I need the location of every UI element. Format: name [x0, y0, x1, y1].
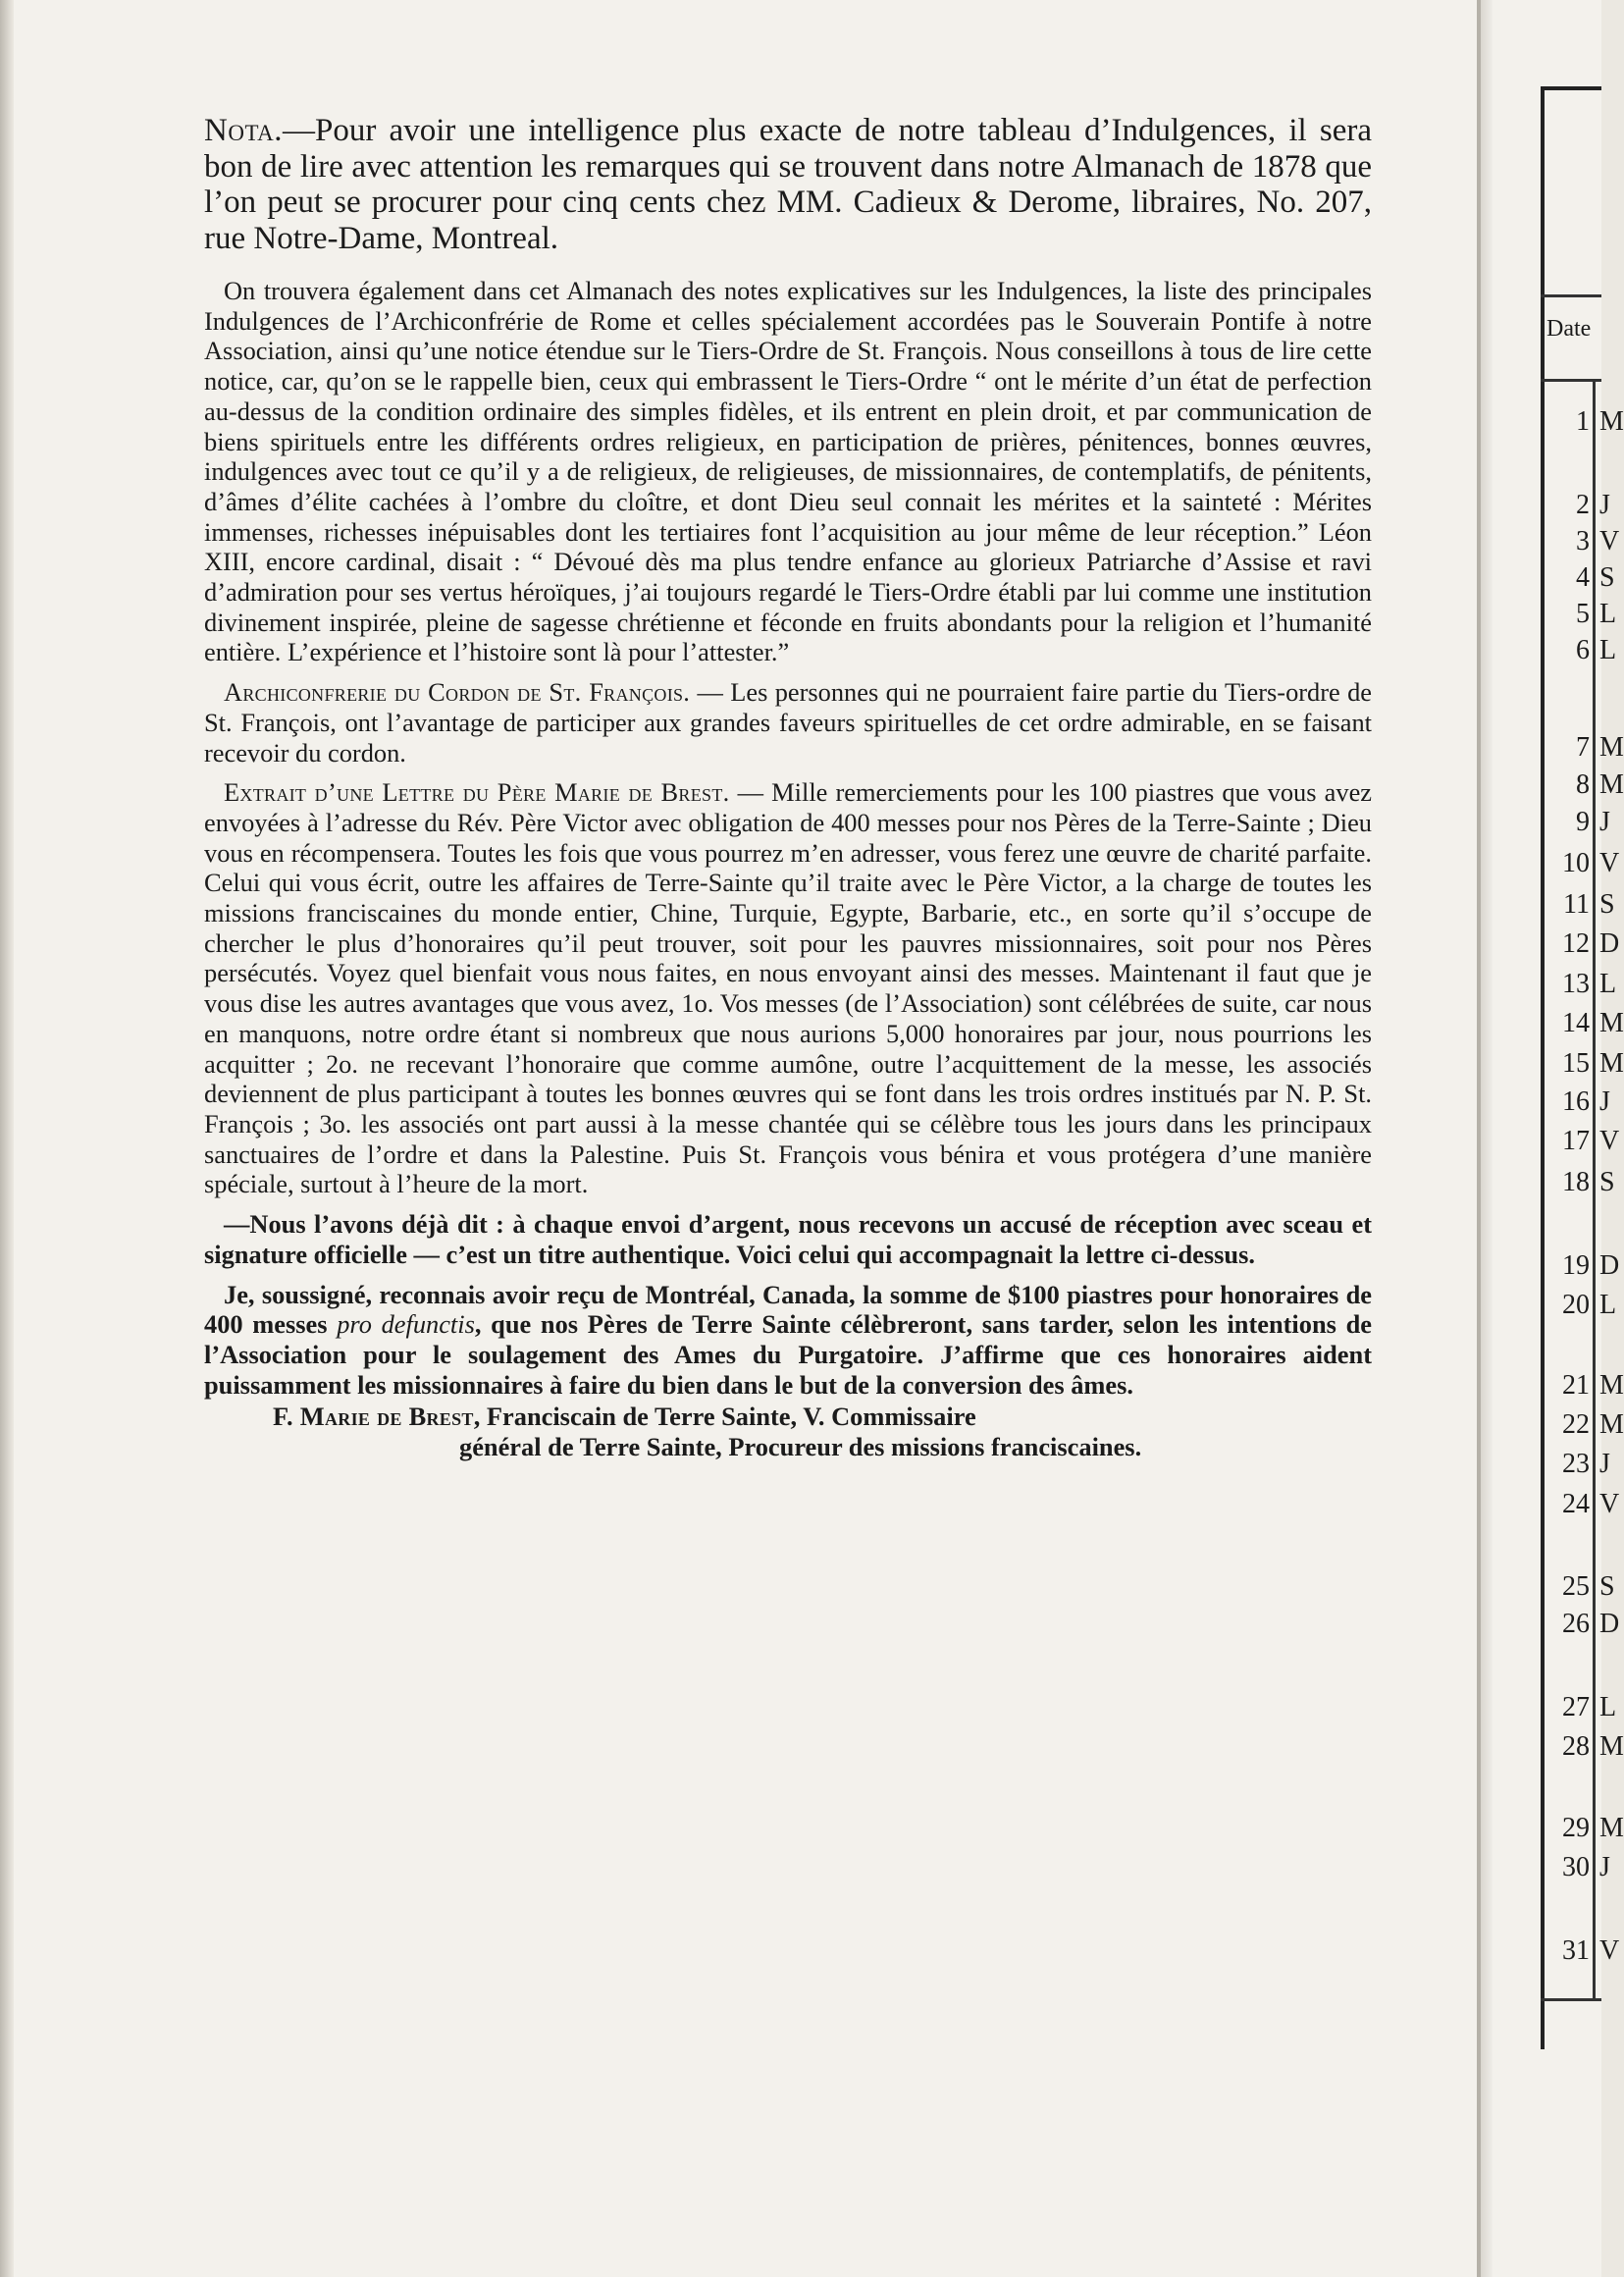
- calendar-date-number: 21: [1562, 1370, 1590, 1401]
- calendar-day-letter: S: [1599, 1167, 1615, 1197]
- calendar-header: Date: [1546, 316, 1592, 342]
- calendar-row: [1539, 1690, 1617, 1725]
- calendar-row: [1539, 1046, 1624, 1082]
- nota-text: —Pour avoir une intelligence plus exacte de notre tableau d’Indulgences, il sera bon de lire avec attention les remarques qui se trouvent dans notre Almanach de 1878 que l’on peut se procurer pour cinq cents chez MM. Cadieux & Derome, libraires, No. 207, rue Notre-Dame, Montreal.: [204, 113, 1372, 256]
- calendar-row: [1539, 524, 1620, 559]
- page-fold-shadow: [1481, 0, 1493, 2277]
- calendar-day-letter: J: [1599, 1449, 1610, 1479]
- calendar-day-letter: J: [1599, 1086, 1610, 1117]
- calendar-date-number: 19: [1562, 1250, 1590, 1281]
- calendar-row: [1539, 1850, 1610, 1885]
- calendar-day-letter: D: [1599, 1609, 1620, 1639]
- calendar-row: [1539, 887, 1615, 923]
- calendar-day-letter: S: [1599, 889, 1615, 920]
- nota-paragraph: [204, 113, 1372, 256]
- calendar-day-letter: M: [1599, 1370, 1624, 1401]
- signature-line1-text: , Franciscain de Terre Sainte, V. Commissaire: [473, 1402, 976, 1432]
- calendar-day-letter: M: [1599, 1409, 1624, 1440]
- calendar-date-number: 18: [1562, 1167, 1590, 1197]
- calendar-date-number: 7: [1576, 732, 1590, 763]
- calendar-day-letter: M: [1599, 769, 1624, 800]
- calendar-row: [1539, 805, 1610, 840]
- calendar-day-letter: S: [1599, 562, 1615, 593]
- calendar-date-number: 25: [1562, 1571, 1590, 1602]
- calendar-row: [1539, 846, 1620, 881]
- calendar-row: [1539, 404, 1624, 440]
- calendar-row: [1539, 1085, 1610, 1120]
- calendar-day-letter: M: [1599, 1813, 1624, 1843]
- calendar-row: [1539, 597, 1617, 632]
- calendar-row: [1539, 1407, 1624, 1443]
- calendar-row: [1539, 967, 1617, 1002]
- calendar-date-number: 23: [1562, 1449, 1590, 1479]
- calendar-day-letter: V: [1599, 1126, 1620, 1156]
- calendar-day-letter: M: [1599, 732, 1624, 763]
- calendar-day-letter: V: [1599, 848, 1620, 878]
- calendar-date-number: 14: [1562, 1008, 1590, 1038]
- calendar-row: [1539, 1569, 1615, 1605]
- calendar-date-number: 6: [1576, 635, 1590, 665]
- calendar-row: [1539, 1487, 1620, 1522]
- calendar-date-number: 24: [1562, 1489, 1590, 1519]
- calendar-date-number: 20: [1562, 1290, 1590, 1320]
- nota-label: Nota.: [204, 113, 284, 148]
- signature-name: F. Marie de Brest: [273, 1402, 474, 1432]
- calendar-day-letter: V: [1599, 1935, 1620, 1966]
- calendar-row: [1539, 1288, 1617, 1323]
- archiconfrerie-paragraph: [204, 677, 1372, 768]
- calendar-date-number: 26: [1562, 1609, 1590, 1639]
- calendar-row: [1539, 1607, 1620, 1642]
- calendar-date-number: 4: [1576, 562, 1590, 593]
- calendar-date-number: 2: [1576, 490, 1590, 520]
- calendar-date-number: 17: [1562, 1126, 1590, 1156]
- calendar-date-number: 1: [1576, 406, 1590, 437]
- calendar-day-letter: D: [1599, 928, 1620, 959]
- calendar-day-letter: V: [1599, 526, 1620, 556]
- calendar-date-number: 3: [1576, 526, 1590, 556]
- calendar-day-letter: V: [1599, 1489, 1620, 1519]
- calendar-row: [1539, 1368, 1624, 1403]
- calendar-date-number: 22: [1562, 1409, 1590, 1440]
- receipt-text-before: Je, soussigné, reconnais avoir reçu de Montréal, Canada, la somme de $100 piastres pour honoraires de 400 messes: [204, 1279, 1372, 1340]
- main-text-column: [204, 113, 1372, 1462]
- calendar-day-letter: L: [1599, 1692, 1617, 1722]
- receipt-text-after: , que nos Pères de Terre Sainte célèbreront, sans tarder, selon les intentions de l’Association pour le soulagement des Ames du Purgatoire. J’affirme que ces honoraires aident puissamment les missionnaires à faire du bien dans le but de la conversion des âmes.: [204, 1309, 1372, 1400]
- calendar-row: [1539, 1006, 1624, 1041]
- calendar-row: [1539, 1933, 1620, 1969]
- calendar-row: [1539, 1248, 1620, 1284]
- page-left-edge: [0, 0, 14, 2277]
- calendar-row: [1539, 927, 1620, 962]
- calendar-day-letter: J: [1599, 1852, 1610, 1882]
- calendar-date-number: 29: [1562, 1813, 1590, 1843]
- calendar-date-number: 30: [1562, 1852, 1590, 1882]
- calendar-day-letter: J: [1599, 807, 1610, 837]
- calendar-row: [1539, 768, 1624, 803]
- extrait-heading: Extrait d’une Lettre du Père Marie de Brest.: [224, 777, 730, 808]
- signature-line-2: général de Terre Sainte, Procureur des missions franciscaines.: [459, 1432, 1142, 1462]
- calendar-row: [1539, 488, 1610, 523]
- calendar-date-number: 11: [1563, 889, 1590, 920]
- calendar-date-number: 15: [1562, 1048, 1590, 1079]
- calendar-day-letter: J: [1599, 490, 1610, 520]
- calendar-day-letter: L: [1599, 969, 1617, 999]
- archiconfrerie-heading: Archiconfrerie du Cordon de St. François.: [224, 677, 691, 708]
- calendar-day-letter: M: [1599, 1048, 1624, 1079]
- calendar-date-number: 27: [1562, 1692, 1590, 1722]
- calendar-row: [1539, 1165, 1615, 1200]
- calendar-row: [1539, 1811, 1624, 1846]
- calendar-row: [1539, 1447, 1610, 1482]
- calendar-row: [1539, 633, 1617, 668]
- calendar-day-letter: L: [1599, 1290, 1617, 1320]
- receipt-paragraph: [204, 1280, 1372, 1401]
- calendar-date-number: 9: [1576, 807, 1590, 837]
- receipt-italic: pro defunctis: [337, 1309, 475, 1340]
- extrait-text: — Mille remerciements pour les 100 piastres que vous avez envoyées à l’adresse du Rév. Père Victor avec obligation de 400 messes pour nos Pères de la Terre-Sainte ; Dieu vous en récompensera. Toutes les fois que vous pourrez m’en adresser, vous ferez une œuvre de charité parfaite. Celui qui vous écrit, outre les affaires de Terre-Sainte qu’il traite avec le Père Victor, a la charge de toutes les missions franciscaines du monde entier, Chine, Turquie, Egypte, Barbarie, etc., en sorte qu’il s’occupe de chercher le plus d’honoraires qu’il peut trouver, soit pour les pauvres missionnaires, soit pour nos Pères persécutés. Voyez quel bienfait vous nous faites, en nous envoyant ainsi des messes. Maintenant il faut que je vous dise les autres avantages que vous avez, 1o. Vos messes (de l’Association) sont célébrées de suite, car nous en manquons, notre ordre étant si nombreux que nous aurions 5,000 honoraires par jour, nous pourrions les acquitter ; 2o. ne recevant l’honoraire que comme aumône, outre l’acquittement de la messe, les associés deviennent de plus participant à toutes les bonnes œuvres qui se font dans les trois ordres institués par N. P. St. François ; 3o. les associés ont part aussi à la messe chantée qui se célèbre tous les jours dans les principaux sanctuaires de l’ordre et dans la Palestine. Puis St. François vous bénira et vous protégera d’une manière spéciale, surtout à l’heure de la mort.: [204, 777, 1372, 1199]
- calendar-row: [1539, 1729, 1624, 1765]
- calendar-row: [1539, 1124, 1620, 1159]
- calendar-date-number: 28: [1562, 1731, 1590, 1762]
- calendar-day-letter: M: [1599, 1731, 1624, 1762]
- signature-line-1: [204, 1402, 1372, 1432]
- calendar-day-letter: L: [1599, 635, 1617, 665]
- archiconfrerie-text: — Les personnes qui ne pourraient faire partie du Tiers-ordre de St. François, ont l’avantage de participer aux grandes faveurs spirituelles de cet ordre admirable, en se faisant recevoir du cordon.: [204, 677, 1372, 768]
- almanach-paragraph: On trouvera également dans cet Almanach des notes explicatives sur les Indulgences, la liste des principales Indulgences de l’Archiconfrérie de Rome et celles spécialement accordées pas le Souverain Pontife à notre Association, ainsi qu’une notice étendue sur le Tiers-Ordre de St. François. Nous conseillons à tous de lire cette notice, car, qu’on se le rappelle bien, ceux qui embrassent le Tiers-Ordre “ ont le mérite d’un état de perfection au-dessus de la condition ordinaire des simples fidèles, et ils entrent en plein droit, et par communication de biens spirituels entre les différents ordres religieux, en participation de prières, pénitences, bonnes œuvres, indulgences avec tout ce qu’il y a de religieux, de religieuses, de missionnaires, de contemplatifs, de pénitents, d’âmes d’élite cachées à l’ombre du cloître, et dont Dieu seul connait les mérites et la sainteté : Mérites immenses, richesses inépuisables dont les tertiaires font l’acquisition au jour même de leur réception.” Léon XIII, encore cardinal, disait : “ Dévoué dès ma plus tendre enfance au glorieux Patriarche d’Assise et ravi d’admiration pour ses vertus héroïques, j’ai toujours regardé le Tiers-Ordre établi par lui comme une institution divinement inspirée, pleine de sagesse chrétienne et féconde en fruits abondants pour la religion et l’humanité entière. L’expérience et l’histoire sont là pour l’attester.”: [204, 276, 1372, 667]
- calendar-date-number: 16: [1562, 1086, 1590, 1117]
- calendar-bottom-rule: [1541, 1998, 1601, 2001]
- calendar-date-number: 12: [1562, 928, 1590, 959]
- calendar-date-number: 13: [1562, 969, 1590, 999]
- calendar-day-letter: D: [1599, 1250, 1620, 1281]
- calendar-date-number: 10: [1562, 848, 1590, 878]
- calendar-day-letter: M: [1599, 406, 1624, 437]
- extrait-paragraph: [204, 777, 1372, 1199]
- calendar-top-rule: [1541, 86, 1601, 90]
- calendar-day-letter: M: [1599, 1008, 1624, 1038]
- calendar-strip: [1531, 0, 1624, 2277]
- calendar-day-letter: S: [1599, 1571, 1615, 1602]
- nous-lavons-paragraph: —Nous l’avons déjà dit : à chaque envoi d’argent, nous recevons un accusé de réception avec sceau et signature officielle — c’est un titre authentique. Voici celui qui accompagnait la lettre ci-dessus.: [204, 1209, 1372, 1269]
- calendar-date-number: 31: [1562, 1935, 1590, 1966]
- calendar-header-rule: [1541, 294, 1601, 297]
- calendar-date-number: 8: [1576, 769, 1590, 800]
- calendar-date-number: 5: [1576, 599, 1590, 629]
- calendar-row: [1539, 730, 1624, 766]
- calendar-row: [1539, 560, 1615, 596]
- calendar-day-letter: L: [1599, 599, 1617, 629]
